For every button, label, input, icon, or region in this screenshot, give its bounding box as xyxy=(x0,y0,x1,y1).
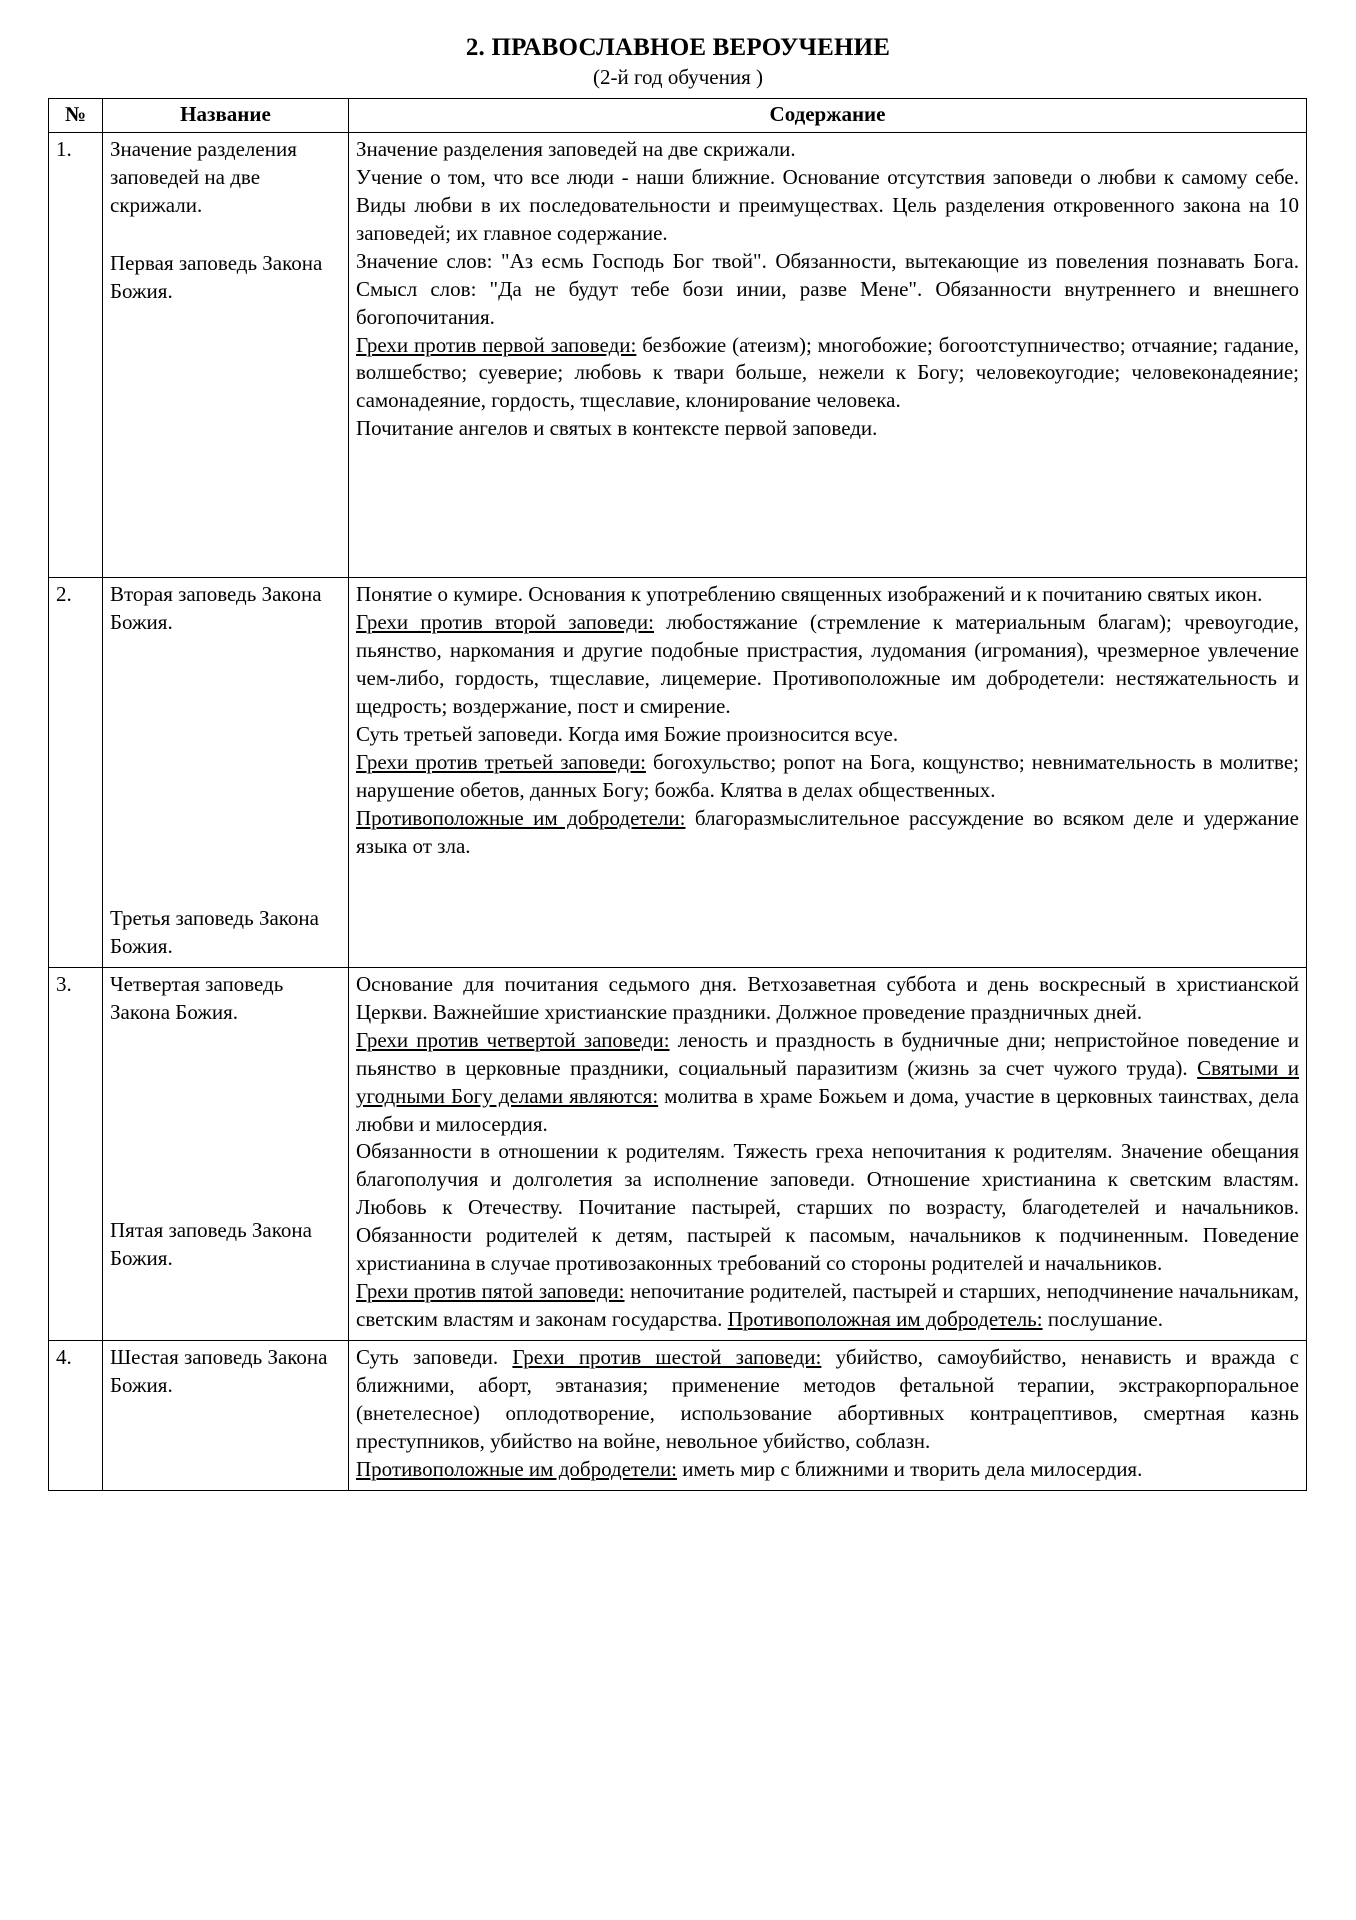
row-name-cell xyxy=(103,967,349,1340)
content-paragraph xyxy=(356,1278,1299,1334)
page-subtitle: (2-й год обучения ) xyxy=(592,64,764,89)
column-header-name: Название xyxy=(103,98,349,132)
content-paragraph: Значение слов: "Аз есмь Господь Бог твой". Обязанности, вытекающие из повеления познавать Бога. Смысл слов: "Да не будут тебе бози инии, разве Мене". Обязанности внутреннего и внешнего богопочитания. xyxy=(356,248,1299,329)
content-paragraph: Учение о том, что все люди - наши ближние. Основание отсутствия заповеди о любви к самому себе. Виды любви в их последовательности и преимуществах. Цель разделения откровенного закона на 10 заповедей; их главное содержание. xyxy=(356,165,1299,245)
content-paragraph: Обязанности в отношении к родителям. Тяжесть греха непочитания к родителям. Значение обещания благополучия и долголетия за исполнение заповеди. Отношение христианина к светским властям. Любовь к Отечеству. Почитание пастырей, старших по возрасту, благодетелей и начальников. Обязанности родителей к детям, пастырей к пасомым, начальников к подчиненным. Поведение христианина в случае противозаконных требований со стороны родителей и начальников. xyxy=(356,1139,1299,1276)
row-name-item: Четвертая заповедь Закона Божия. xyxy=(110,971,284,1024)
paragraph-text: любостяжание (стремление к материальным благам); чревоугодие, пьянство, наркомания и другие подобные пристрастия, лудомания (игромания), чрезмерное увлечение чем-либо, гордость, тщеславие, лицемерие. Противоположные им добродетели: нестяжательность и щедрость; воздержание, пост и смирение. xyxy=(356,610,1299,718)
paragraph-text: Суть заповеди. xyxy=(356,1344,513,1369)
row-content-cell xyxy=(349,967,1307,1340)
table-row xyxy=(49,1340,1307,1490)
paragraph-lead-in: Грехи против первой заповеди: xyxy=(356,332,637,357)
content-paragraph xyxy=(356,805,1299,861)
row-name-item: Вторая заповедь Закона Божия. xyxy=(110,582,322,635)
content-paragraph: Суть третьей заповеди. Когда имя Божие произносится всуе. xyxy=(356,721,899,746)
content-paragraph: Почитание ангелов и святых в контексте первой заповеди. xyxy=(356,416,878,441)
row-content-cell xyxy=(349,133,1307,578)
row-name-item: Шестая заповедь Закона Божия. xyxy=(110,1344,328,1397)
page-title: 2. ПРАВОСЛАВНОЕ ВЕРОУЧЕНИЕ xyxy=(465,34,891,61)
row-number: 3. xyxy=(49,967,103,1340)
content-paragraph xyxy=(356,332,1299,416)
content-paragraph xyxy=(356,1344,1299,1456)
row-name-item: Значение разделения заповедей на две скрижали. xyxy=(110,137,297,217)
content-paragraph: Основание для почитания седьмого дня. Ветхозаветная суббота и день воскресный в христианской Церкви. Важнейшие христианские праздники. Должное проведение праздничных дней. xyxy=(356,971,1299,1024)
paragraph-lead-in: Грехи против четвертой заповеди: xyxy=(356,1027,670,1052)
content-paragraph xyxy=(356,1456,1299,1484)
row-number: 4. xyxy=(49,1340,103,1490)
paragraph-text: леность и праздность в будничные дни; непристойное поведение и пьянство в церковные праздники, социальный паразитизм (жизнь за счет чужого труда). xyxy=(356,1027,1299,1080)
row-bottom-spacer xyxy=(356,443,1299,571)
content-paragraph: Значение разделения заповедей на две скрижали. xyxy=(356,137,796,162)
row-name-cell xyxy=(103,133,349,578)
column-header-content: Содержание xyxy=(349,98,1307,132)
paragraph-lead-in: Грехи против пятой заповеди: xyxy=(356,1279,625,1304)
paragraph-lead-in-secondary: Противоположная им добродетель: xyxy=(727,1306,1043,1331)
paragraph-text-secondary: убийство, самоубийство, ненависть и вражда с ближними, аборт, эвтаназия; применение методов фетальной терапии, экстракорпоральное (внетелесное) оплодотворение, использование абортивных контрацептивов, смертная казнь преступников, убийство на войне, невольное убийство, соблазн. xyxy=(356,1344,1299,1453)
paragraph-lead-in-secondary: Святыми и угодными Богу делами являются: xyxy=(356,1055,1299,1108)
row-content-cell xyxy=(349,1340,1307,1490)
table-body xyxy=(49,133,1307,1490)
paragraph-lead-in: Грехи против второй заповеди: xyxy=(356,610,654,635)
content-paragraph: Понятие о кумире. Основания к употреблению священных изображений и к почитанию святых икон. xyxy=(356,582,1263,607)
table-row xyxy=(49,967,1307,1340)
row-number: 2. xyxy=(49,578,103,968)
paragraph-text-secondary: молитва в храме Божьем и дома, участие в церковных таинствах, дела любви и милосердия. xyxy=(356,1083,1299,1136)
content-paragraph xyxy=(356,1027,1299,1139)
row-content-cell xyxy=(349,578,1307,968)
row-name-item: Пятая заповедь Закона Божия. xyxy=(110,1217,312,1270)
paragraph-text: богохульство; ропот на Бога, кощунство; невнимательность в молитве; нарушение обетов, данных Богу; божба. Клятва в делах общественных. xyxy=(356,749,1299,802)
curriculum-table xyxy=(48,98,1307,1491)
paragraph-text-secondary: послушание. xyxy=(1042,1306,1163,1331)
paragraph-text: непочитание родителей, пастырей и старших, неподчинение начальникам, светским властям и законам государства. xyxy=(356,1279,1299,1331)
row-name-cell xyxy=(103,578,349,968)
row-name-item: Третья заповедь Закона Божия. xyxy=(110,906,319,958)
row-number: 1. xyxy=(49,133,103,578)
paragraph-lead-in: Грехи против третьей заповеди: xyxy=(356,749,646,774)
table-header-row xyxy=(49,98,1307,132)
row-name-cell xyxy=(103,1340,349,1490)
column-header-number: № xyxy=(49,98,103,132)
content-paragraph xyxy=(356,749,1299,805)
paragraph-lead-in: Противоположные им добродетели: xyxy=(356,1456,678,1481)
paragraph-text: иметь мир с ближними и творить дела милосердия. xyxy=(677,1456,1143,1481)
row-name-item: Первая заповедь Закона Божия. xyxy=(110,250,323,303)
paragraph-text: безбожие (атеизм); многобожие; богоотступничество; отчаяние; гадание, волшебство; суеверие; любовь к твари больше, нежели к Богу; человекоугодие; человеконадеяние; самонадеяние, гордость, тщеславие, клонирование человека. xyxy=(356,332,1299,413)
content-paragraph xyxy=(356,609,1299,721)
table-row xyxy=(49,133,1307,578)
table-row xyxy=(49,578,1307,968)
paragraph-text: благоразмыслительное рассуждение во всяком деле и удержание языка от зла. xyxy=(356,805,1299,858)
paragraph-lead-in: Противоположные им добродетели: xyxy=(356,805,686,830)
paragraph-lead-in: Грехи против шестой заповеди: xyxy=(512,1344,822,1369)
